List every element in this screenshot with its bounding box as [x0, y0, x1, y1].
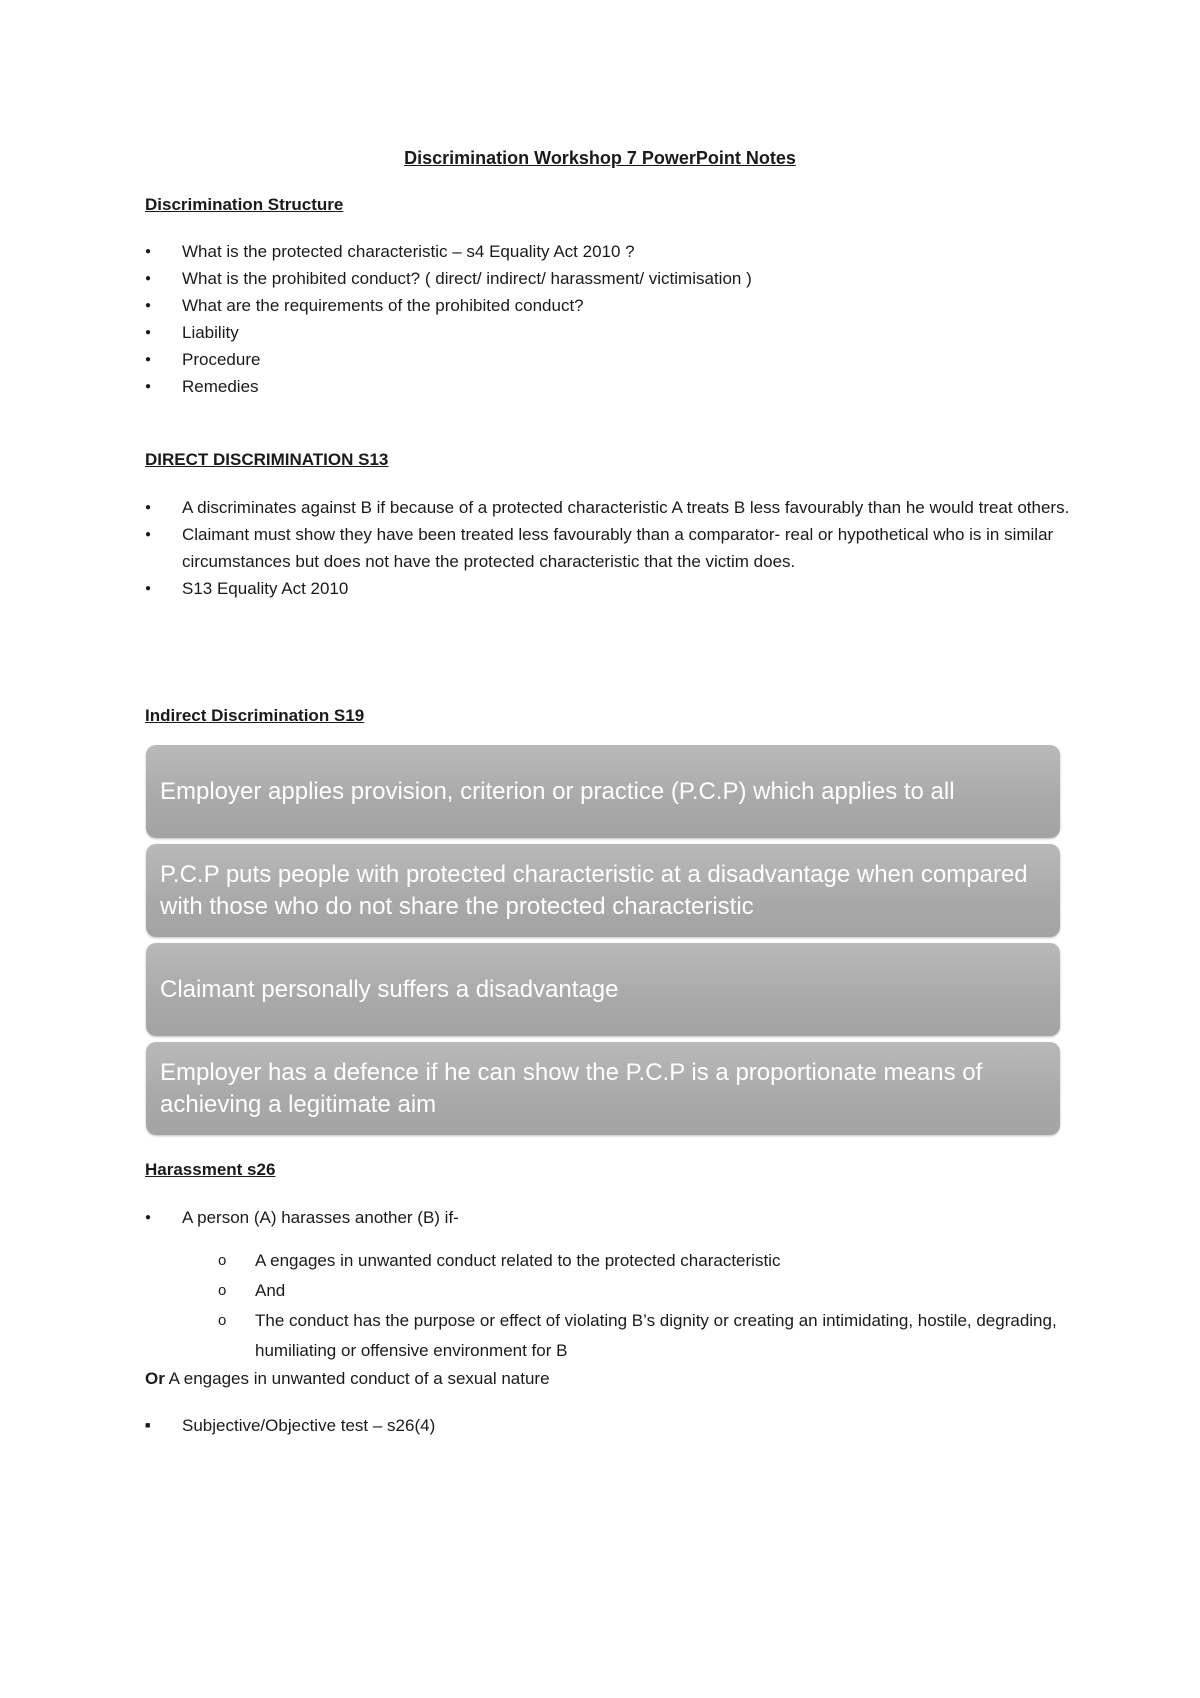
- structure-list: [145, 238, 1065, 400]
- harassment-test-list: [145, 1412, 1065, 1439]
- document-title: Discrimination Workshop 7 PowerPoint Notes: [404, 148, 796, 168]
- list-item: ● What is the prohibited conduct? ( direct/ indirect/ harassment/ victimisation ): [145, 265, 1065, 292]
- list-item: ● Claimant must show they have been treated less favourably than a comparator- real or hypothetical who is in similar circumstances but does not have the protected characteristic that the victim does.: [145, 521, 1080, 575]
- diagram-box-text: Claimant personally suffers a disadvantage: [160, 975, 619, 1003]
- direct-list: [145, 494, 1080, 602]
- indirect-diagram: [146, 745, 1060, 1141]
- diagram-box-text: P.C.P puts people with protected characteristic at a disadvantage when compared with those who do not share the protected characteristic: [160, 860, 1028, 920]
- harassment-sublist: [218, 1246, 1068, 1366]
- diagram-box: [146, 844, 1060, 937]
- diagram-box: [146, 745, 1060, 838]
- list-item: ● What are the requirements of the prohibited conduct?: [145, 292, 1065, 319]
- list-item: ● Liability: [145, 319, 1065, 346]
- list-item: ● S13 Equality Act 2010: [145, 575, 1080, 602]
- sub-list-item: o The conduct has the purpose or effect of violating B’s dignity or creating an intimidating, hostile, degrading, humiliating or offensive environment for B: [218, 1306, 1068, 1366]
- list-item: ● A person (A) harasses another (B) if-: [145, 1204, 1065, 1231]
- list-item: ● Remedies: [145, 373, 1065, 400]
- or-text: A engages in unwanted conduct of a sexual nature: [164, 1369, 550, 1388]
- direct-heading: DIRECT DISCRIMINATION S13: [145, 450, 389, 469]
- diagram-box: [146, 1042, 1060, 1135]
- harassment-or-line: [145, 1369, 550, 1389]
- list-item: ■ Subjective/Objective test – s26(4): [145, 1412, 1065, 1439]
- list-item: ● A discriminates against B if because of a protected characteristic A treats B less favourably than he would treat others.: [145, 494, 1080, 521]
- diagram-box: [146, 943, 1060, 1036]
- diagram-box-text: Employer has a defence if he can show the P.C.P is a proportionate means of achieving a legitimate aim: [160, 1058, 983, 1118]
- list-item: ● What is the protected characteristic – s4 Equality Act 2010 ?: [145, 238, 1065, 265]
- list-item: ● Procedure: [145, 346, 1065, 373]
- harassment-heading: Harassment s26: [145, 1160, 276, 1179]
- diagram-box-text: Employer applies provision, criterion or practice (P.C.P) which applies to all: [160, 777, 955, 805]
- structure-heading: Discrimination Structure: [145, 195, 344, 214]
- sub-list-item: o A engages in unwanted conduct related to the protected characteristic: [218, 1246, 1068, 1276]
- harassment-list: [145, 1204, 1065, 1231]
- indirect-heading: Indirect Discrimination S19: [145, 706, 365, 725]
- or-prefix: Or: [145, 1369, 165, 1388]
- sub-list-item: o And: [218, 1276, 1068, 1306]
